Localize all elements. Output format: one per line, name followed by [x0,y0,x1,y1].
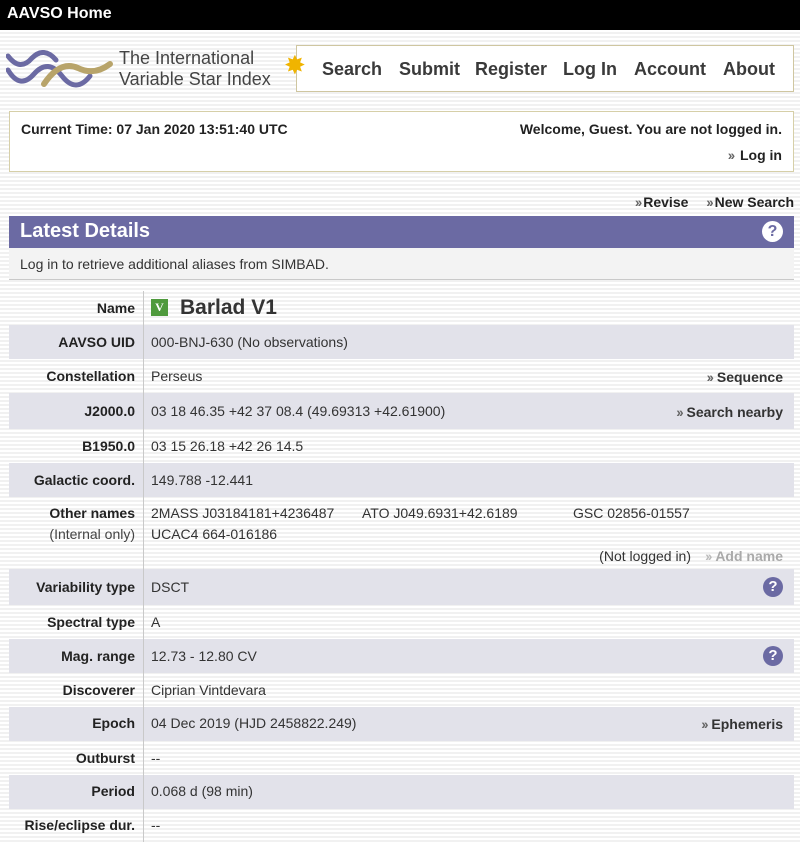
row-rise [9,809,794,842]
add-name-link[interactable] [705,548,783,564]
epoch-label: Epoch [92,715,135,731]
other-name-item: UCAC4 664-016186 [151,526,278,542]
login-label: Log in [740,147,782,163]
discoverer-label: Discoverer [62,682,135,698]
vsx-logo-icon[interactable] [6,50,114,98]
revise-label: Revise [643,194,689,210]
aavso-home-link[interactable]: AAVSO Home [7,5,112,22]
nav-login[interactable]: Log In [563,59,617,79]
mag-range-label: Mag. range [61,648,135,664]
chevron-right-icon: ›› [727,147,734,163]
login-link[interactable] [728,147,782,163]
chevron-right-icon: ›› [706,194,712,210]
help-icon[interactable]: ? [762,221,783,242]
sun-icon: ✸ [284,50,306,80]
mag-range-value: 12.73 - 12.80 CV [151,648,257,664]
rise-label: Rise/eclipse dur. [24,817,135,833]
not-logged-in-note: (Not logged in) [599,548,691,564]
outburst-label: Outburst [75,750,135,766]
other-name-item: GSC 02856-01557 [573,505,690,521]
new-search-link[interactable] [706,194,794,210]
welcome-message: Welcome, Guest. You are not logged in. [519,121,782,137]
b1950-value: 03 15 26.18 +42 26 14.5 [151,438,304,454]
other-name-item: ATO J049.6931+42.6189 [362,505,518,521]
row-other-names [9,497,794,569]
ephemeris-link[interactable] [701,716,783,732]
nav-account[interactable]: Account [634,59,706,79]
row-epoch [9,707,794,741]
chevron-right-icon: ›› [706,369,714,385]
galactic-value: 149.788 -12.441 [151,472,253,488]
variability-help-icon[interactable]: ? [763,577,783,597]
row-period [9,775,794,809]
row-j2000 [9,393,794,429]
row-galactic [9,463,794,497]
sequence-link[interactable] [707,369,783,385]
nav-register[interactable]: Register [475,59,548,79]
galactic-label: Galactic coord. [33,472,135,488]
spectral-value: A [151,614,161,630]
nav-submit[interactable]: Submit [399,59,460,79]
chevron-right-icon: ›› [634,194,641,210]
latest-details-header [9,216,794,248]
nav-search[interactable]: Search [322,59,383,79]
rise-value: -- [151,817,161,833]
nav-about[interactable]: About [723,59,775,79]
j2000-label: J2000.0 [84,403,135,419]
other-name-item: 2MASS J03184181+4236487 [151,505,335,521]
name-label: Name [96,300,135,316]
site-header [0,30,800,108]
row-name [9,291,794,325]
mag-range-help-icon[interactable]: ? [763,646,783,666]
chevron-right-icon: ›› [705,548,713,564]
site-title-line1: The International [119,48,255,68]
row-constellation [9,359,794,393]
uid-label: AAVSO UID [58,334,135,350]
site-title [119,48,271,90]
row-variability [9,569,794,605]
chevron-right-icon: ›› [676,404,684,420]
variability-value: DSCT [151,579,190,595]
constellation-label: Constellation [46,368,135,384]
period-value: 0.068 d (98 min) [151,783,253,799]
spectral-label: Spectral type [47,614,135,630]
other-names-sublabel: (Internal only) [49,526,135,542]
site-title-line2: Variable Star Index [119,69,271,89]
variability-label: Variability type [36,579,135,595]
outburst-value: -- [151,750,161,766]
row-outburst [9,741,794,775]
constellation-value: Perseus [151,368,203,384]
row-discoverer [9,673,794,707]
search-nearby-label: Search nearby [686,404,783,420]
simbad-note: Log in to retrieve additional aliases from SIMBAD. [9,248,794,280]
row-mag-range [9,639,794,673]
search-nearby-link[interactable] [676,404,783,420]
uid-value: 000-BNJ-630 (No observations) [151,334,348,350]
period-label: Period [91,783,135,799]
latest-details-title: Latest Details [20,220,151,242]
chevron-right-icon: ›› [701,716,709,732]
sequence-label: Sequence [716,369,783,385]
verified-badge-icon: V [151,299,168,316]
row-spectral [9,605,794,639]
new-search-label: New Search [714,194,794,210]
ephemeris-label: Ephemeris [711,716,783,732]
status-box [9,111,794,172]
revise-link[interactable] [635,194,688,210]
row-b1950 [9,429,794,463]
star-name: Barlad V1 [180,296,277,319]
add-name-label: Add name [715,548,783,564]
discoverer-value: Ciprian Vintdevara [151,682,266,698]
current-time: Current Time: 07 Jan 2020 13:51:40 UTC [21,121,288,137]
other-names-label: Other names [49,505,135,521]
action-links [621,194,794,210]
b1950-label: B1950.0 [82,438,135,454]
aavso-home-bar[interactable] [0,0,800,30]
j2000-value: 03 18 46.35 +42 37 08.4 (49.69313 +42.61900) [151,403,446,419]
epoch-value: 04 Dec 2019 (HJD 2458822.249) [151,715,357,731]
row-uid [9,325,794,359]
